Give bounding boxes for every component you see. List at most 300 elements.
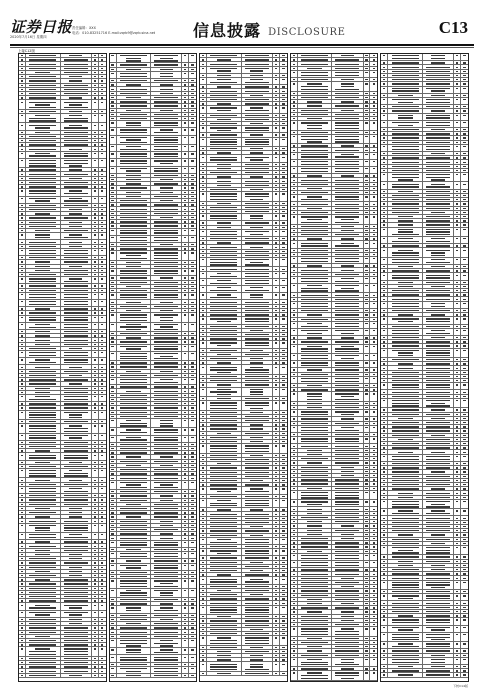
cell-text-line (35, 367, 50, 368)
cell-text-line (210, 546, 237, 547)
cell-text-line (184, 262, 186, 263)
cell-text-line (250, 659, 263, 660)
cell-text-line (210, 159, 237, 160)
cell-text-line (126, 456, 141, 457)
table-cell (151, 128, 182, 134)
cell-text-line (245, 164, 269, 165)
cell-text-line (210, 480, 237, 481)
cell-text-line (373, 132, 376, 133)
table-cell (332, 104, 363, 107)
cell-text-line (275, 127, 277, 128)
cell-text-line (184, 80, 186, 81)
table-cell (280, 98, 287, 101)
cell-text-line (21, 371, 23, 372)
cell-text-line (307, 128, 322, 129)
cell-text-line (282, 620, 285, 621)
table-cell (280, 202, 287, 205)
cell-text-line (245, 86, 269, 87)
cell-text-line (202, 157, 204, 158)
cell-text-line (373, 250, 376, 251)
continuation-label: 上接C12版 (18, 49, 35, 53)
table-cell (298, 160, 333, 166)
cell-text-line (64, 64, 88, 65)
cell-text-line (29, 575, 56, 576)
table-cell (110, 428, 117, 434)
cell-text-line (64, 442, 88, 443)
cell-text-line (126, 196, 141, 197)
table-cell (291, 104, 298, 107)
cell-text-line (373, 234, 376, 235)
table-cell (117, 309, 152, 312)
cell-text-line (64, 455, 88, 456)
cell-text-line (120, 627, 147, 628)
cell-text-line (126, 567, 141, 568)
table-cell (189, 622, 196, 625)
table-cell (61, 62, 92, 65)
cell-text-line (335, 310, 359, 311)
cell-text-line (282, 207, 285, 208)
table-cell (189, 499, 196, 502)
table-cell (92, 643, 99, 646)
table-cell (99, 524, 106, 532)
table-cell (273, 333, 280, 336)
cell-text-line (94, 136, 96, 137)
cell-text-line (29, 644, 56, 645)
table-cell (110, 476, 117, 479)
table-cell (207, 475, 242, 478)
cell-text-line (245, 607, 269, 608)
cell-text-line (154, 549, 178, 550)
cell-text-line (191, 286, 194, 287)
table-cell (19, 212, 26, 215)
cell-text-line (101, 504, 104, 505)
table-cell (19, 351, 26, 357)
cell-text-line (335, 314, 359, 315)
cell-text-line (29, 294, 56, 295)
cell-text-line (191, 73, 194, 74)
table-row (19, 323, 106, 330)
table-cell (151, 515, 182, 518)
cell-text-line (301, 278, 328, 279)
table-cell (273, 462, 280, 465)
cell-text-line (365, 204, 367, 205)
cell-text-line (154, 282, 178, 283)
table-cell (207, 383, 242, 386)
table-cell (242, 221, 273, 224)
table-cell (182, 178, 189, 181)
cell-text-line (111, 204, 113, 205)
table-cell (189, 385, 196, 388)
cell-text-line (191, 565, 194, 566)
cell-text-line (154, 544, 178, 545)
cell-text-line (282, 480, 285, 481)
table-cell (370, 78, 377, 81)
cell-text-line (94, 190, 96, 191)
table-cell (110, 406, 117, 409)
table-cell (182, 564, 189, 570)
cell-text-line (245, 522, 269, 523)
cell-text-line (184, 437, 186, 438)
cell-text-line (154, 668, 178, 669)
cell-text-line (293, 68, 295, 69)
table-cell (61, 58, 92, 61)
cell-text-line (301, 348, 328, 349)
table-cell (189, 614, 196, 617)
table-row (200, 549, 287, 556)
cell-text-line (202, 152, 204, 153)
table-cell (92, 229, 99, 232)
table-cell (291, 329, 298, 335)
cell-text-line (21, 209, 23, 210)
cell-text-line (293, 175, 295, 176)
cell-text-line (307, 105, 322, 106)
cell-text-line (202, 79, 204, 80)
table-cell (332, 195, 363, 201)
table-cell (189, 365, 196, 368)
cell-text-line (217, 553, 232, 554)
table-cell (26, 54, 61, 57)
table-cell (200, 89, 207, 92)
cell-text-line (250, 441, 263, 442)
table-cell (99, 79, 106, 82)
table-cell (370, 174, 377, 177)
cell-text-line (21, 115, 23, 116)
cell-text-line (184, 590, 186, 591)
cell-text-line (21, 403, 23, 404)
cell-text-line (275, 238, 277, 239)
table-cell (207, 521, 242, 524)
cell-text-line (245, 211, 269, 212)
cell-text-line (29, 163, 56, 164)
table-cell (26, 273, 61, 276)
table-cell (61, 75, 92, 78)
cell-text-line (21, 567, 23, 568)
table-cell (370, 160, 377, 166)
cell-text-line (373, 337, 376, 338)
cell-text-line (120, 529, 147, 530)
cell-text-line (120, 237, 147, 238)
table-cell (189, 305, 196, 308)
cell-text-line (21, 640, 23, 641)
cell-text-line (64, 495, 88, 496)
cell-text-line (69, 111, 82, 112)
cell-text-line (335, 348, 359, 349)
table-cell (280, 102, 287, 105)
cell-text-line (275, 488, 277, 489)
cell-text-line (101, 111, 104, 112)
cell-text-line (21, 562, 23, 563)
table-cell (151, 305, 182, 308)
table-cell (19, 591, 26, 594)
table-cell (189, 96, 196, 99)
table-cell (182, 494, 189, 497)
cell-text-line (35, 541, 50, 542)
cell-text-line (373, 346, 376, 347)
table-cell (117, 428, 152, 434)
cell-text-line (184, 346, 186, 347)
table-cell (110, 499, 117, 502)
cell-text-line (101, 144, 104, 145)
edition-line: 责任编辑：XXX (72, 26, 96, 30)
cell-text-line (101, 367, 104, 368)
cell-text-line (35, 127, 50, 128)
cell-text-line (69, 470, 82, 471)
cell-text-line (282, 424, 285, 425)
cell-text-line (373, 265, 376, 266)
table-cell (200, 226, 207, 229)
cell-text-line (35, 213, 50, 214)
cell-text-line (373, 226, 376, 227)
table-cell (26, 204, 61, 207)
table-cell (200, 305, 207, 308)
cell-text-line (94, 274, 96, 275)
cell-text-line (184, 266, 186, 267)
cell-text-line (217, 79, 232, 80)
table-cell (273, 192, 280, 200)
table-cell (207, 569, 242, 572)
table-cell (273, 585, 280, 588)
table-cell (200, 309, 207, 312)
cell-text-line (282, 215, 285, 216)
cell-text-line (154, 636, 178, 637)
table-cell (189, 100, 196, 103)
table-cell (110, 186, 117, 189)
table-cell (61, 503, 92, 506)
cell-text-line (111, 521, 113, 522)
table-cell (151, 54, 182, 62)
cell-text-line (250, 562, 263, 563)
cell-text-line (202, 367, 204, 368)
table-cell (61, 311, 92, 314)
cell-text-line (275, 231, 277, 232)
cell-text-line (202, 185, 204, 186)
table-cell (99, 561, 106, 564)
cell-text-line (111, 504, 113, 505)
table-cell (151, 109, 182, 112)
cell-text-line (275, 647, 277, 648)
table-cell (280, 462, 287, 465)
table-cell (61, 578, 92, 581)
table-cell (242, 601, 273, 604)
cell-text-line (111, 371, 113, 372)
cell-text-line (160, 420, 173, 421)
cell-text-line (301, 303, 328, 304)
cell-text-line (94, 480, 96, 481)
cell-text-line (154, 237, 178, 238)
table-cell (182, 345, 189, 351)
cell-text-line (29, 421, 56, 422)
table-cell (151, 548, 182, 551)
cell-text-line (184, 565, 186, 566)
table-cell (207, 512, 242, 515)
cell-text-line (154, 508, 178, 509)
cell-text-line (184, 64, 186, 65)
cell-text-line (202, 535, 204, 536)
table-cell (19, 311, 26, 314)
cell-text-line (120, 225, 147, 226)
table-cell (291, 58, 298, 61)
cell-text-line (69, 383, 82, 384)
table-row (19, 487, 106, 494)
table-cell (280, 74, 287, 77)
table-cell (189, 212, 196, 215)
cell-text-line (191, 353, 194, 354)
cell-text-line (69, 242, 82, 243)
cell-text-line (191, 93, 194, 94)
cell-text-line (202, 488, 204, 489)
table-cell (92, 469, 99, 477)
cell-text-line (245, 612, 269, 613)
table-row (110, 552, 197, 559)
table-cell (182, 481, 189, 489)
table-cell (61, 212, 92, 215)
table-cell (273, 479, 280, 482)
table-cell (99, 494, 106, 497)
table-cell (370, 104, 377, 107)
cell-text-line (120, 382, 147, 383)
cell-text-line (202, 269, 204, 270)
cell-text-line (21, 379, 23, 380)
cell-text-line (120, 244, 147, 245)
cell-text-line (29, 592, 56, 593)
cell-text-line (126, 607, 141, 608)
cell-text-line (282, 647, 285, 648)
cell-text-line (154, 101, 178, 102)
cell-text-line (307, 83, 322, 84)
cell-text-line (210, 579, 237, 580)
cell-text-line (373, 299, 376, 300)
cell-text-line (282, 318, 285, 319)
table-cell (151, 220, 182, 223)
cell-text-line (184, 429, 186, 430)
cell-text-line (335, 132, 359, 133)
table-cell (280, 286, 287, 292)
cell-text-line (373, 355, 376, 356)
table-cell (242, 279, 273, 285)
table-row (110, 159, 197, 166)
cell-text-line (245, 283, 269, 284)
table-cell (99, 574, 106, 577)
table-cell (370, 202, 377, 205)
cell-text-line (293, 216, 295, 217)
table-cell (364, 298, 371, 301)
cell-text-line (101, 160, 104, 161)
table-cell (110, 370, 117, 373)
cell-text-line (275, 659, 277, 660)
table-cell (207, 114, 242, 117)
table-cell (99, 229, 106, 232)
table-cell (99, 181, 106, 184)
table-cell (298, 368, 333, 371)
table-cell (200, 85, 207, 88)
table-cell (200, 556, 207, 559)
table-cell (298, 313, 333, 316)
table-cell (92, 67, 99, 70)
cell-text-line (282, 598, 285, 599)
cell-text-line (101, 205, 104, 206)
table-cell (110, 243, 117, 246)
cell-text-line (101, 600, 104, 601)
cell-text-line (250, 297, 263, 298)
cell-text-line (64, 340, 88, 341)
table-cell (207, 305, 242, 308)
table-cell (19, 611, 26, 617)
cell-text-line (126, 146, 141, 147)
table-cell (151, 428, 182, 434)
cell-text-line (341, 333, 354, 334)
table-cell (364, 178, 371, 181)
table-cell (99, 382, 106, 385)
cell-text-line (275, 358, 277, 359)
cell-text-line (365, 64, 367, 65)
table-cell (273, 167, 280, 170)
cell-text-line (373, 295, 376, 296)
table-cell (151, 571, 182, 574)
table-cell (26, 395, 61, 401)
table-cell (242, 483, 273, 486)
cell-text-line (35, 324, 50, 325)
table-cell (273, 427, 280, 430)
table-cell (26, 469, 61, 477)
table-cell (200, 632, 207, 635)
table-cell (200, 521, 207, 524)
cell-text-line (293, 274, 295, 275)
cell-text-line (335, 64, 359, 65)
table-cell (110, 451, 117, 454)
cell-text-line (210, 505, 237, 506)
cell-text-line (154, 204, 178, 205)
table-cell (370, 318, 377, 321)
table-cell (182, 352, 189, 360)
table-cell (61, 507, 92, 510)
table-row (19, 674, 106, 678)
table-cell (19, 58, 26, 61)
cell-text-line (341, 270, 354, 271)
table-cell (242, 534, 273, 537)
table-cell (364, 318, 371, 321)
cell-text-line (210, 625, 237, 626)
cell-text-line (191, 386, 194, 387)
cell-text-line (335, 330, 359, 331)
table-cell (200, 267, 207, 270)
table-cell (364, 54, 371, 57)
table-cell (273, 254, 280, 257)
table-cell (364, 71, 371, 77)
cell-text-line (245, 172, 269, 173)
cell-text-line (29, 209, 56, 210)
table-cell (61, 256, 92, 259)
cell-text-line (184, 395, 186, 396)
cell-text-line (64, 59, 88, 60)
cell-text-line (293, 234, 295, 235)
cell-text-line (202, 380, 204, 381)
table-cell (298, 117, 333, 120)
cell-text-line (275, 557, 277, 558)
cell-text-line (210, 193, 237, 194)
cell-text-line (245, 590, 269, 591)
table-cell (92, 603, 99, 609)
table-cell (280, 78, 287, 84)
table-row (291, 322, 378, 329)
cell-text-line (275, 350, 277, 351)
table-cell (364, 135, 371, 143)
cell-text-line (191, 473, 194, 474)
cell-text-line (111, 314, 113, 315)
table-cell (19, 330, 26, 333)
cell-text-line (341, 83, 354, 84)
cell-text-line (21, 383, 23, 384)
cell-text-line (154, 664, 178, 665)
